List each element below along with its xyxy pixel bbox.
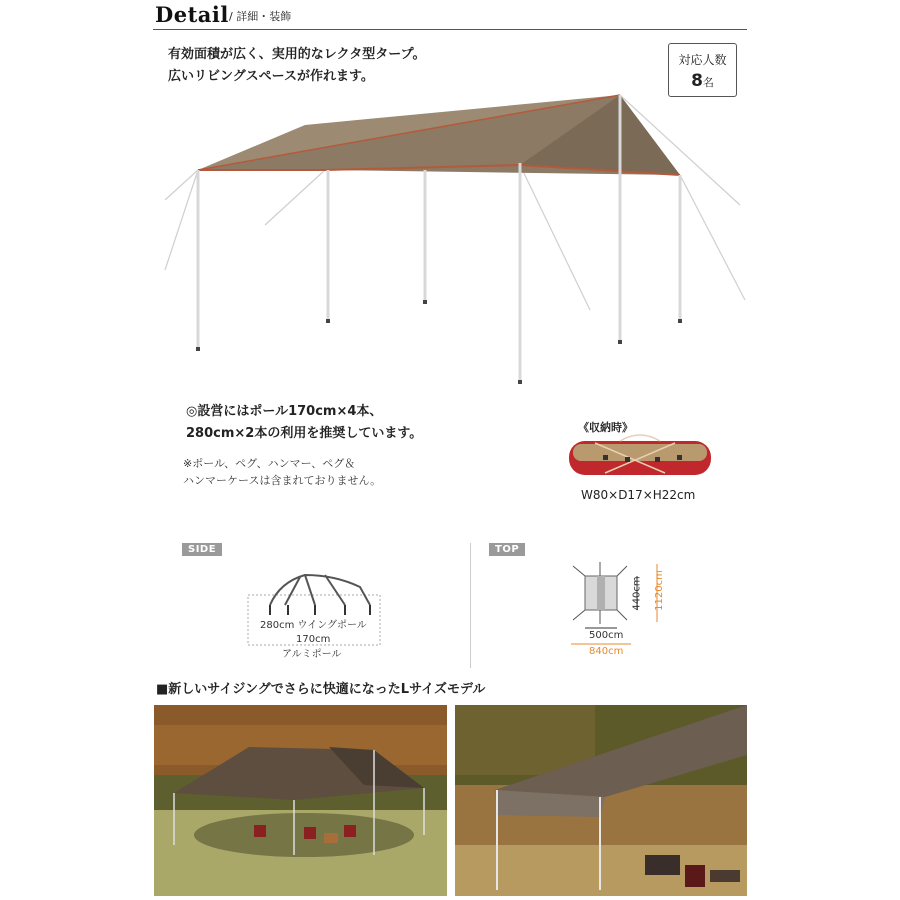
intro-text: [168, 44, 426, 88]
top-ridge: [597, 576, 605, 610]
outdoor-photo-2: [455, 705, 747, 896]
side-short-pole-name: アルミポール: [282, 649, 342, 660]
stored-label: 《収納時》: [578, 421, 633, 434]
top-inner-height: 440cm: [631, 576, 643, 611]
top-outer-width: 840cm: [589, 646, 624, 657]
section-title: Detail: [155, 2, 229, 27]
pole-feet: [196, 300, 682, 384]
intro-line-2: 広いリビングスペースが作れます。: [168, 69, 374, 84]
outdoor-photo-1: [154, 705, 447, 896]
header-divider: [153, 29, 747, 30]
pole-recommendation: [186, 401, 422, 445]
side-long-pole-label: 280cm ウイングポール: [260, 620, 367, 631]
sizing-heading: ■新しいサイジングでさらに快適になったLサイズモデル: [156, 682, 486, 697]
top-inner-width: 500cm: [589, 630, 624, 641]
capacity-value: 8: [691, 71, 703, 91]
side-tag: SIDE: [182, 543, 222, 556]
carry-bag-image: [565, 433, 715, 485]
top-outer-height: 1120cm: [653, 570, 665, 611]
exclusion-note: [183, 455, 381, 489]
tarp-product-image: [160, 85, 750, 395]
pole-note-line-2: 280cm×2本の利用を推奨しています。: [186, 426, 423, 441]
top-tag: TOP: [489, 543, 525, 556]
side-short-pole-size: 170cm: [296, 634, 331, 645]
pole-note-line-1: ◎設営にはポール170cm×4本、: [186, 404, 383, 419]
section-subtitle: / 詳細・装飾: [229, 10, 292, 23]
capacity-label: 対応人数: [678, 53, 727, 67]
exclusion-line-1: ※ポール、ペグ、ハンマー、ペグ＆: [183, 457, 356, 470]
capacity-unit: 名: [702, 76, 714, 89]
exclusion-line-2: ハンマーケースは含まれておりません。: [183, 474, 382, 487]
side-tarp-lines: [270, 575, 370, 605]
intro-line-1: 有効面積が広く、実用的なレクタ型タープ。: [168, 47, 426, 62]
side-poles: [270, 605, 370, 615]
stored-size: W80×D17×H22cm: [581, 488, 696, 502]
diagram-divider: [470, 543, 471, 668]
